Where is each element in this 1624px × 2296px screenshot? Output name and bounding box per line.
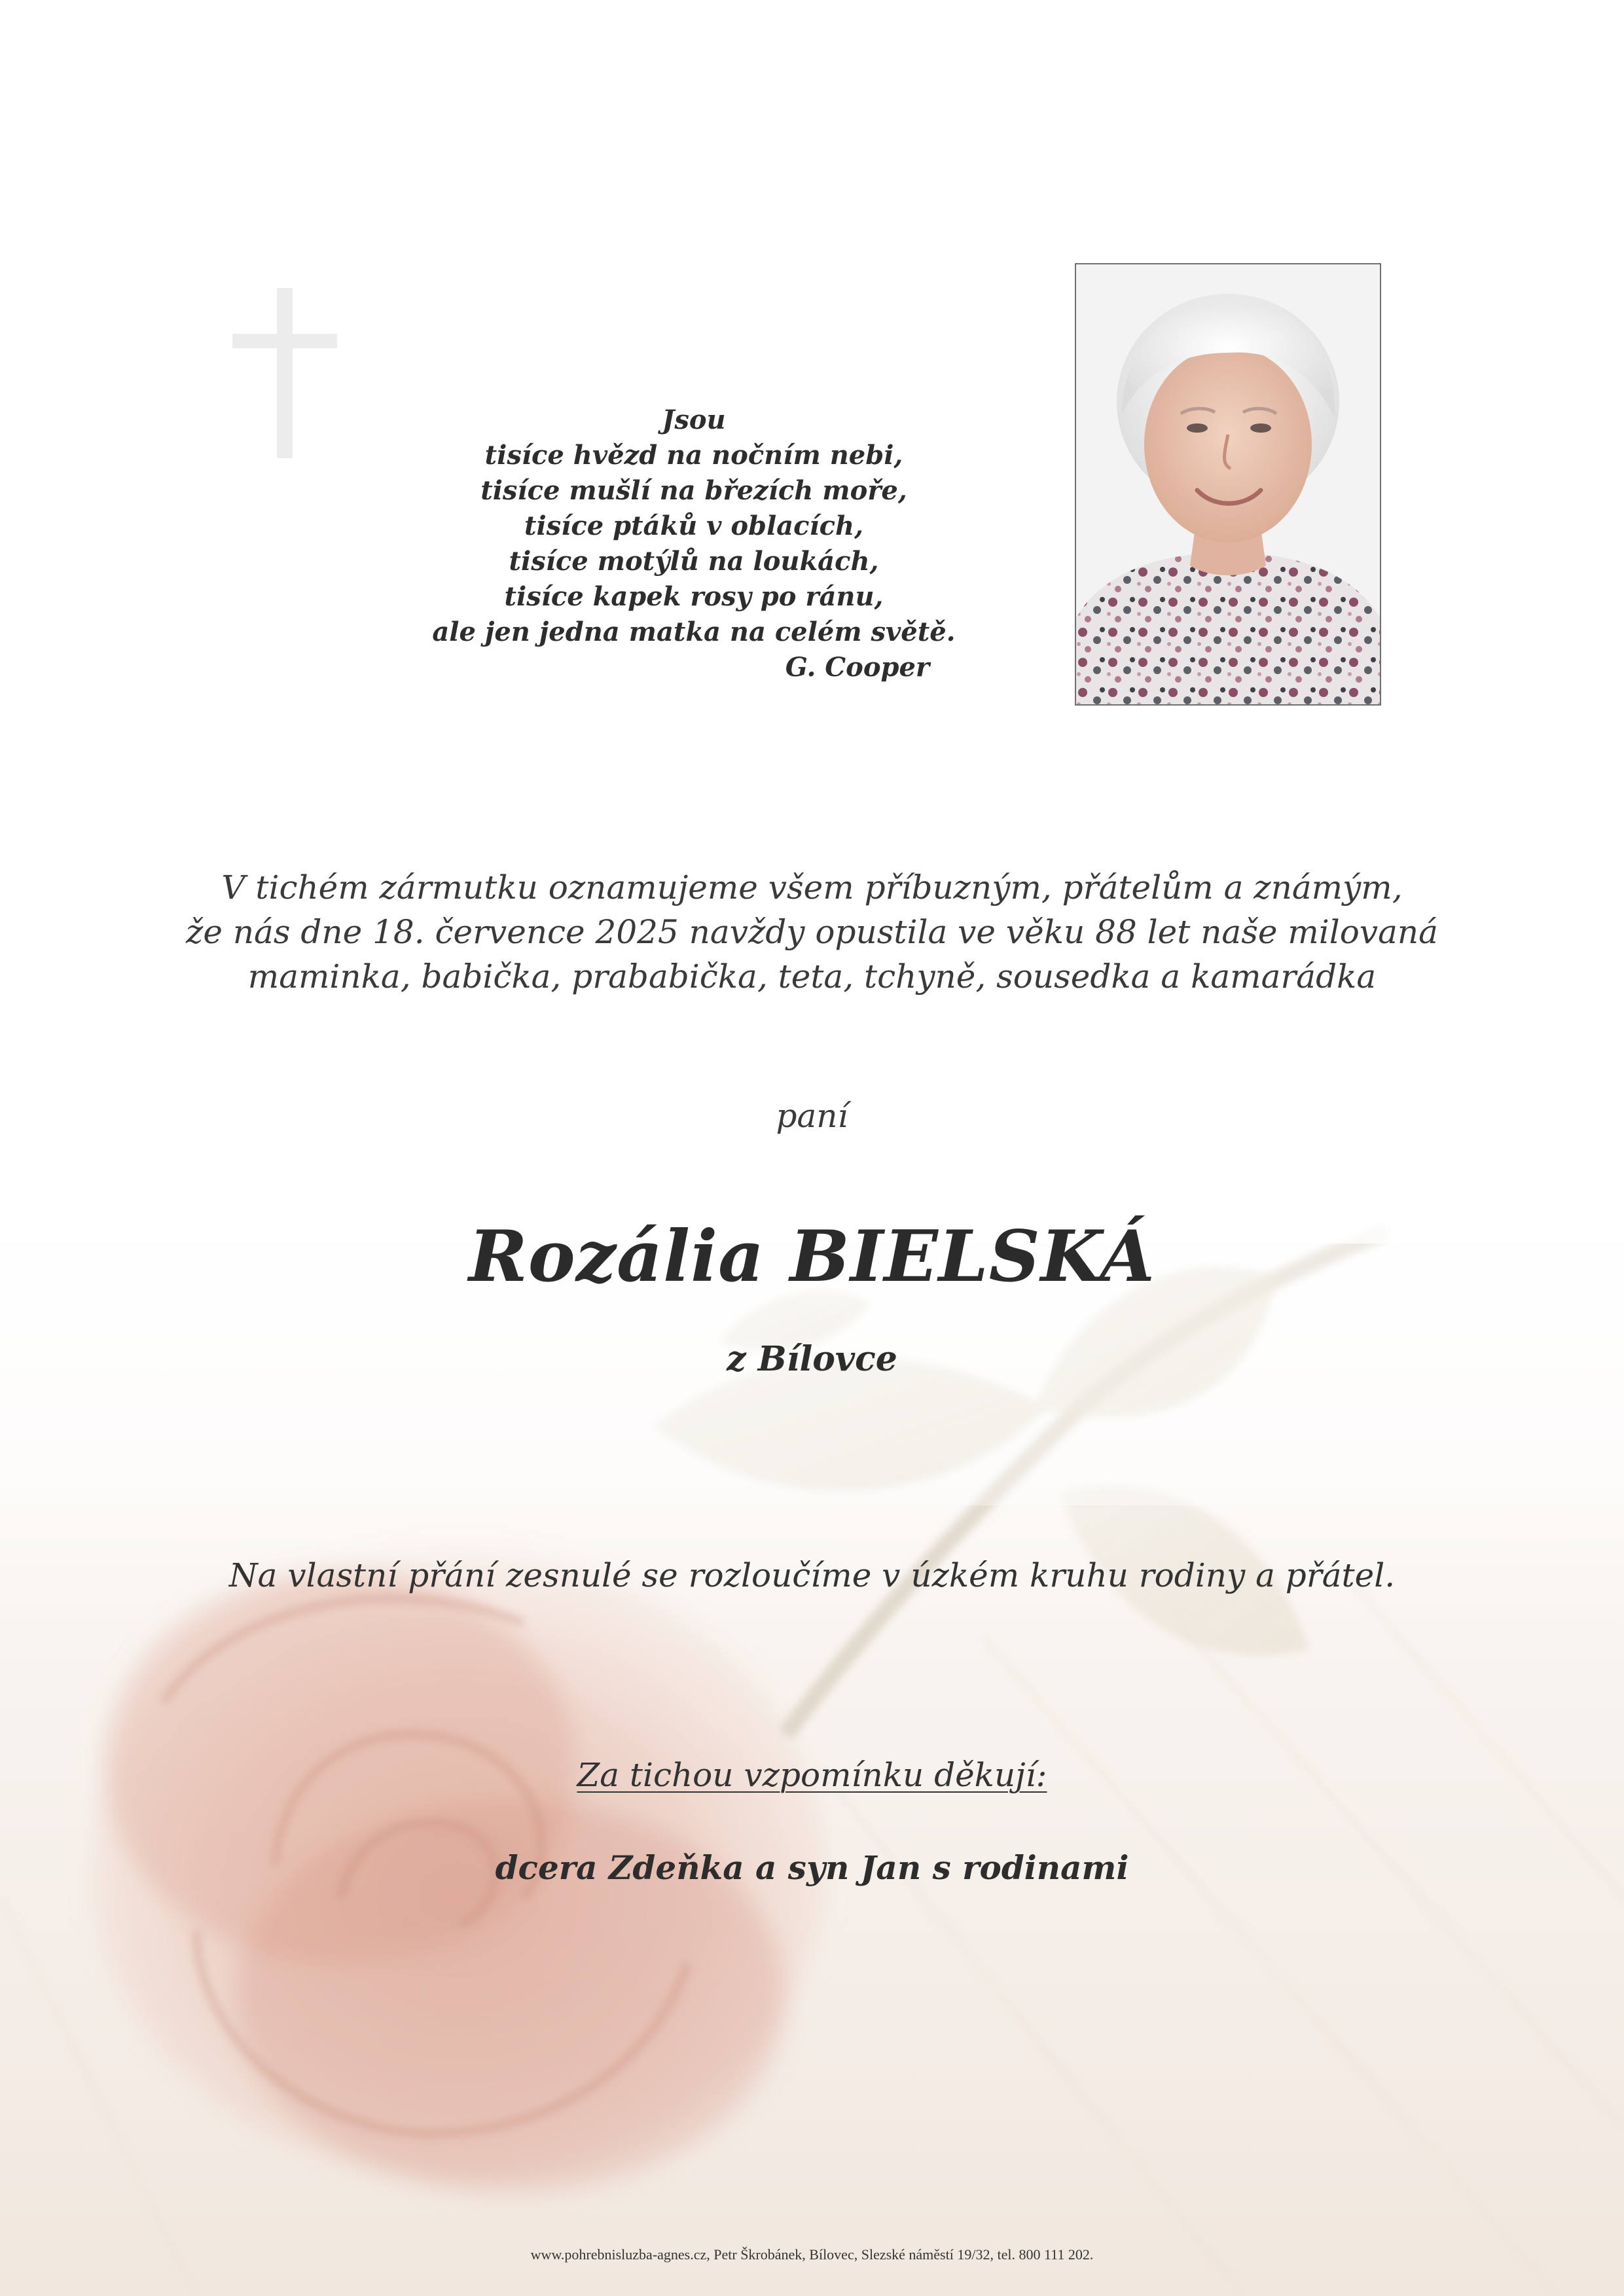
poem-line: tisíce kapek rosy po ránu, xyxy=(504,581,884,612)
portrait-photo xyxy=(1075,263,1381,706)
poem-line: tisíce hvězd na nočním nebi, xyxy=(484,440,903,471)
poem-line: Jsou xyxy=(662,404,726,435)
announcement-line: V tichém zármutku oznamujeme všem příbuzným, přátelům a známým, xyxy=(221,869,1403,906)
poem-line: tisíce mušlí na březích moře, xyxy=(480,475,907,506)
farewell-text: Na vlastní přání zesnulé se rozloučíme v úzkém kruhu rodiny a přátel. xyxy=(228,1556,1396,1594)
announcement-line: maminka, babička, prababička, teta, tchyně, sousedka a kamarádka xyxy=(247,958,1377,996)
signers-text: dcera Zdeňka a syn Jan s rodinami xyxy=(495,1848,1129,1887)
thanks-heading: Za tichou vzpomínku děkují: xyxy=(577,1756,1047,1794)
poem-line: ale jen jedna matka na celém světě. xyxy=(432,617,956,647)
poem-line: tisíce ptáků v oblacích, xyxy=(524,511,864,541)
deceased-title: paní xyxy=(776,1097,848,1135)
poem-line: tisíce motýlů na loukách, xyxy=(509,546,879,577)
announcement-text xyxy=(0,865,1624,999)
poem xyxy=(419,403,969,685)
announcement-line: že nás dne 18. července 2025 navždy opustila ve věku 88 let naše milovaná xyxy=(186,913,1438,951)
footer-contact: www.pohrebnisluzba-agnes.cz, Petr Škrobánek, Bílovec, Slezské náměstí 19/32, tel. 800 111 202. xyxy=(530,2246,1094,2263)
cross-icon xyxy=(232,288,337,458)
deceased-name: Rozália BIELSKÁ xyxy=(468,1215,1156,1298)
poem-author: G. Cooper xyxy=(785,652,929,683)
deceased-origin: z Bílovce xyxy=(727,1339,897,1379)
